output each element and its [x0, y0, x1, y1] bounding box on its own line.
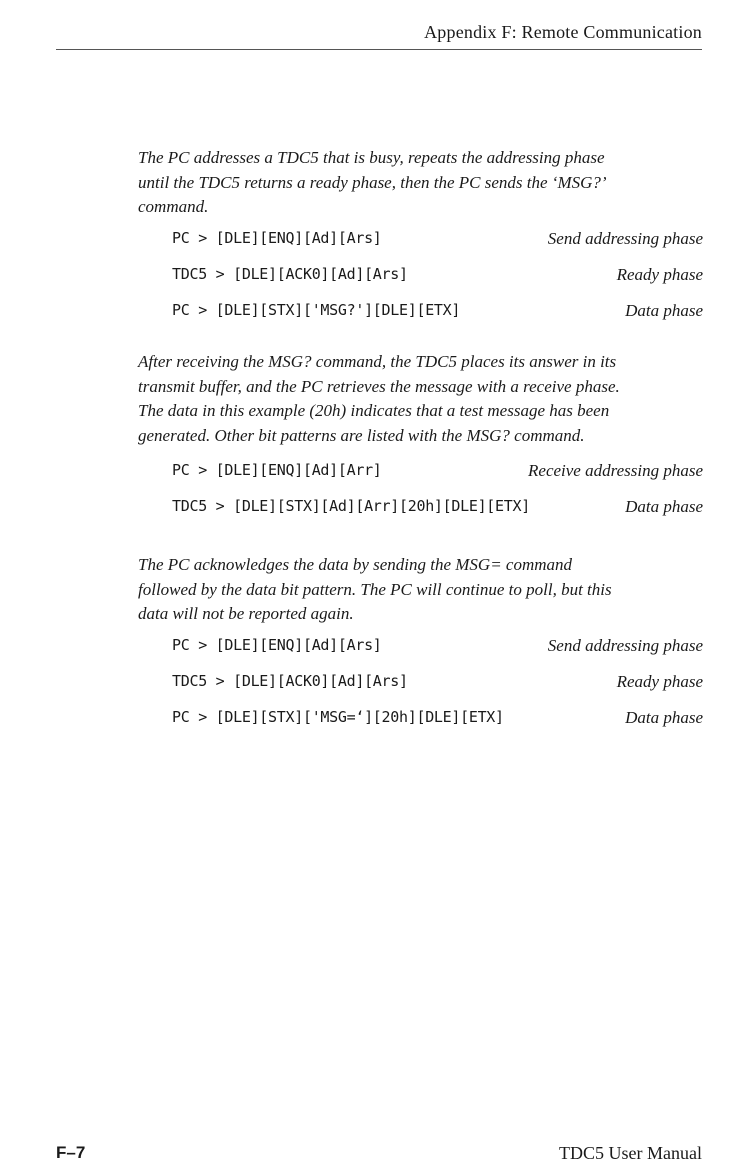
command-description: Send addressing phase [547, 229, 703, 248]
command-description: Receive addressing phase [528, 461, 703, 480]
command-row [172, 301, 703, 325]
paragraph-receive-message [138, 350, 708, 448]
command-code: TDC5 > [DLE][ACK0][Ad][Ars] [172, 672, 408, 690]
command-description: Ready phase [616, 265, 703, 284]
command-code: TDC5 > [DLE][STX][Ad][Arr][20h][DLE][ETX] [172, 497, 530, 515]
paragraph-line: generated. Other bit patterns are listed with the MSG? command. [138, 425, 585, 445]
command-row [172, 672, 703, 696]
paragraph-busy-addressing [138, 146, 708, 220]
command-row [172, 636, 703, 660]
page-number: F–7 [56, 1143, 86, 1162]
paragraph-line: followed by the data bit pattern. The PC will continue to poll, but this [138, 579, 612, 599]
command-row [172, 265, 703, 289]
command-code: PC > [DLE][ENQ][Ad][Ars] [172, 636, 382, 654]
command-description: Data phase [625, 497, 703, 516]
paragraph-line: data will not be reported again. [138, 604, 354, 623]
command-row [172, 708, 703, 732]
command-code: PC > [DLE][ENQ][Ad][Arr] [172, 461, 382, 479]
paragraph-acknowledge-data [138, 553, 708, 627]
command-code: PC > [DLE][STX]['MSG=‘][20h][DLE][ETX] [172, 708, 504, 726]
paragraph-line: transmit buffer, and the PC retrieves the message with a receive phase. [138, 376, 620, 396]
header-rule [56, 49, 702, 50]
command-description: Data phase [625, 301, 703, 320]
command-row [172, 497, 703, 521]
command-code: PC > [DLE][STX]['MSG?'][DLE][ETX] [172, 301, 461, 319]
paragraph-line: The data in this example (20h) indicates that a test message has been [138, 401, 610, 420]
command-description: Data phase [625, 708, 703, 727]
paragraph-line: The PC acknowledges the data by sending the MSG= command [138, 555, 573, 574]
paragraph-line: After receiving the MSG? command, the TDC5 places its answer in its [138, 352, 617, 371]
paragraph-line: The PC addresses a TDC5 that is busy, repeats the addressing phase [138, 148, 605, 167]
command-code: TDC5 > [DLE][ACK0][Ad][Ars] [172, 265, 408, 283]
paragraph-line: command. [138, 197, 209, 216]
page-header: Appendix F: Remote Communication [424, 22, 702, 42]
command-description: Send addressing phase [547, 636, 703, 655]
command-description: Ready phase [616, 672, 703, 691]
command-row [172, 461, 703, 485]
manual-title: TDC5 User Manual [559, 1143, 702, 1163]
command-code: PC > [DLE][ENQ][Ad][Ars] [172, 229, 382, 247]
command-row [172, 229, 703, 253]
paragraph-line: until the TDC5 returns a ready phase, then the PC sends the ‘MSG?’ [138, 172, 607, 192]
